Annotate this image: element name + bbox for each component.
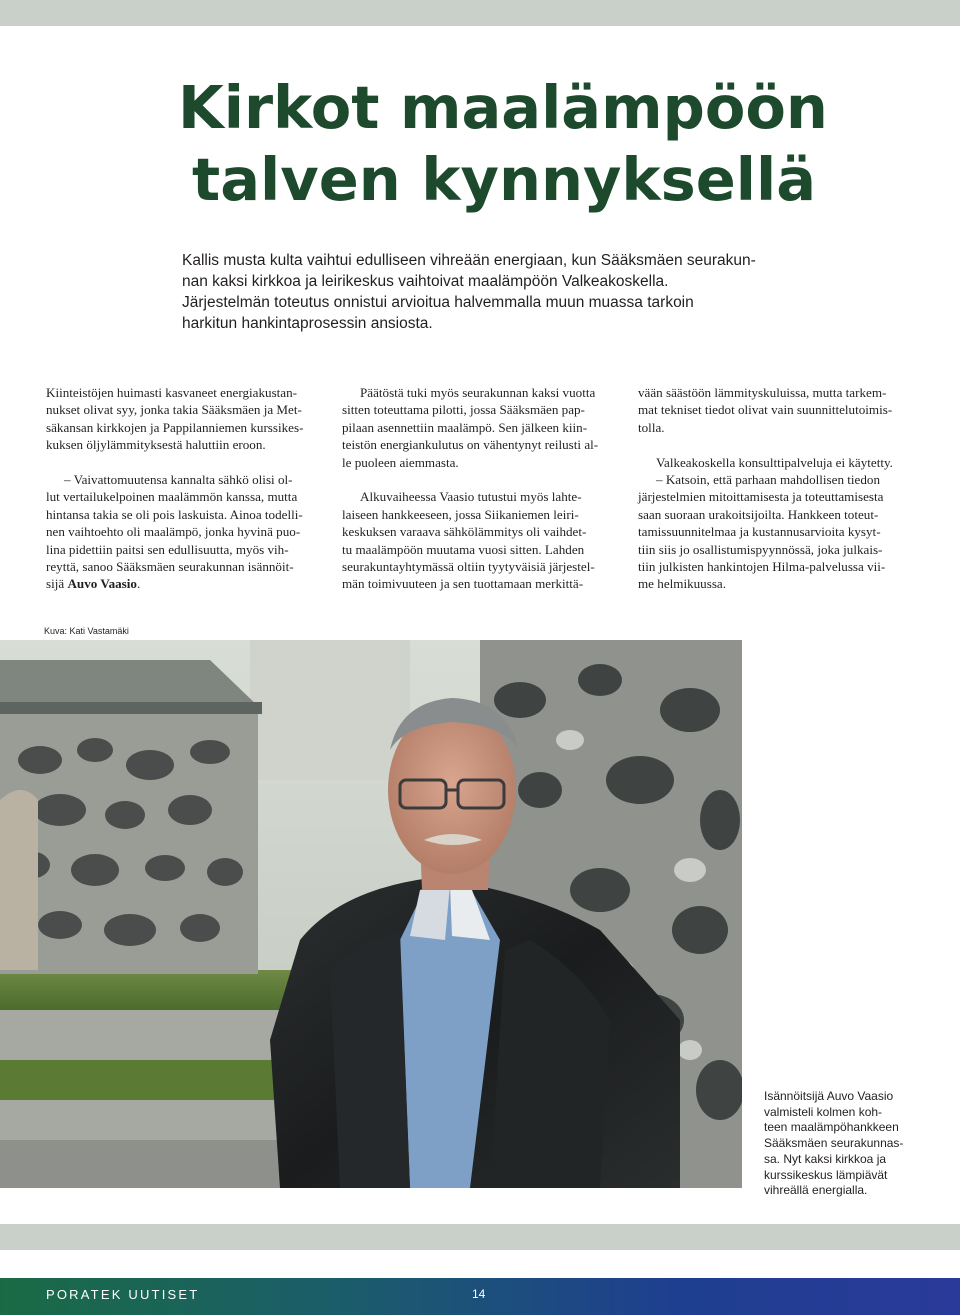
- caption-line: valmisteli kolmen koh-: [764, 1104, 883, 1119]
- text-line: tiin julkisten hankintojen Hilma-palvelussa vii-: [638, 559, 886, 575]
- text-line: – Katsoin, että parhaan mahdollisen tiedon: [656, 472, 880, 488]
- caption-line: sa. Nyt kaksi kirkkoa ja: [764, 1151, 887, 1166]
- text-line: mat tekniset tiedot olivat vain suunnittelutoimis-: [638, 402, 893, 418]
- caption-line: kurssikeskus lämpiävät: [764, 1167, 888, 1182]
- text-line: nukset olivat syy, jonka takia Sääksmäen ja Met-: [46, 402, 302, 418]
- paragraph: [46, 471, 322, 593]
- text-fragment: .: [136, 576, 141, 592]
- text-line: keskuksen varaava sähkölämmitys oli vaihdet-: [342, 524, 587, 540]
- text-line: Kiinteistöjen huimasti kasvaneet energiakustan-: [46, 385, 298, 400]
- text-line: säkansan kirkkojen ja Pappilanniemen kurssikes-: [46, 419, 304, 435]
- body-column-1: [46, 384, 322, 593]
- paragraph: [638, 384, 914, 436]
- person-name: Auvo Vaasio: [67, 576, 137, 592]
- caption-line: Sääksmäen seurakunnas-: [764, 1136, 904, 1151]
- text-line: le puoleen aiemmasta.: [342, 454, 459, 470]
- page-number: 14: [472, 1287, 486, 1301]
- text-line: pilaan asennettiin maalämpö. Sen jälkeen kiin-: [342, 419, 588, 435]
- text-line: järjestelmien mitoittamisesta ja toteuttamisesta: [638, 489, 884, 505]
- top-decorative-band: [0, 0, 960, 26]
- text-line: Valkeakoskella konsulttipalveluja ei käytetty.: [656, 454, 893, 470]
- page-footer: [0, 1278, 960, 1315]
- portrait-photo: [0, 640, 742, 1188]
- text-line: tolla.: [638, 419, 665, 435]
- text-line: saan suoraan urakoitsijoilta. Hankkeen toteut-: [638, 506, 879, 522]
- text-line: sitten toteuttama pilotti, jossa Sääksmäen pap-: [342, 402, 585, 418]
- paragraph: [638, 454, 914, 593]
- text-fragment: sijä: [46, 576, 68, 592]
- text-line: kuksen öljylämmityksestä haluttiin eroon.: [46, 437, 266, 453]
- text-line: män toimivuuteen ja sen tuottamaan merkittä-: [342, 576, 584, 592]
- paragraph: [46, 384, 322, 454]
- text-line: me helmikuussa.: [638, 576, 727, 592]
- caption-line: Isännöitsijä Auvo Vaasio: [764, 1089, 894, 1103]
- photo-caption: [764, 1089, 939, 1199]
- caption-line: vihreällä energialla.: [764, 1183, 868, 1198]
- bottom-decorative-band: [0, 1224, 960, 1250]
- lead-line: Järjestelmän toteutus onnistui arvioitua halvemmalla muun muassa tarkoin: [182, 294, 694, 311]
- article-lead: [182, 250, 782, 334]
- text-line: vään säästöön lämmityskuluissa, mutta tarkem-: [638, 385, 887, 400]
- text-line: seurakuntayhtymässä oltiin tyytyväisiä järjestel-: [342, 559, 595, 575]
- text-line: [46, 575, 322, 592]
- text-line: tiin siis jo osallistumispyynnössä, joka julkais-: [638, 541, 883, 557]
- text-line: tamissuunnitelmaa ja kustannusarvioita kysyt-: [638, 524, 881, 540]
- text-line: teistön energiankulutus on vähentynyt reilusti al-: [342, 437, 599, 453]
- portrait-illustration: [0, 640, 742, 1188]
- text-line: tu maalämpöön muutama vuosi sitten. Lahden: [342, 541, 585, 557]
- title-line-2: talven kynnyksellä: [192, 145, 817, 214]
- text-line: lut vertailukelpoinen maalämmön kanssa, mutta: [46, 489, 298, 505]
- article-title: [178, 72, 898, 216]
- photo-credit: Kuva: Kati Vastamäki: [44, 626, 129, 636]
- text-line: lina pidettiin paitsi sen edullisuutta, myös vih-: [46, 541, 289, 557]
- text-line: laiseen hankkeeseen, jossa Siikaniemen leiri-: [342, 506, 579, 522]
- text-line: reyttä, sanoo Sääksmäen seurakunnan isännöit-: [46, 559, 294, 575]
- body-column-3: [638, 384, 914, 593]
- text-line: Päätöstä tuki myös seurakunnan kaksi vuotta: [360, 385, 596, 400]
- title-line-1: Kirkot maalämpöön: [178, 73, 828, 142]
- body-column-2: [342, 384, 618, 593]
- caption-line: teen maalämpöhankkeen: [764, 1120, 899, 1135]
- paragraph: [342, 488, 618, 592]
- lead-line: harkitun hankintaprosessin ansiosta.: [182, 315, 433, 332]
- text-line: – Vaivattomuutensa kannalta sähkö olisi ol-: [64, 472, 293, 488]
- text-line: Alkuvaiheessa Vaasio tutustui myös lahte-: [360, 489, 582, 505]
- paragraph: [342, 384, 618, 471]
- lead-line: nan kaksi kirkkoa ja leirikeskus vaihtoivat maalämpöön Valkeakoskella.: [182, 273, 669, 290]
- text-line: nen vaihtoehto oli maalämpö, jonka hyvinä puo-: [46, 524, 301, 540]
- lead-line: Kallis musta kulta vaihtui edulliseen vihreään energiaan, kun Sääksmäen seurakun-: [182, 252, 756, 269]
- text-line: hintansa takia se oli pois laskuista. Ainoa todelli-: [46, 506, 303, 522]
- publication-name: PORATEK UUTISET: [46, 1287, 200, 1302]
